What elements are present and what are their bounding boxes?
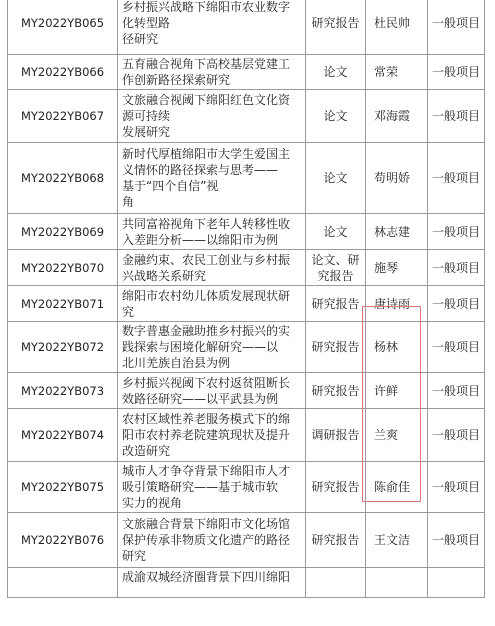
cell-author: 王文洁 xyxy=(366,513,428,568)
table-row xyxy=(8,214,485,250)
cell-code: MY2022YB073 xyxy=(8,373,118,409)
cell-title: 五育融合视角下高校基层党建工 作创新路径探索研究 xyxy=(118,55,306,90)
cell-level: 一般项目 xyxy=(428,322,485,373)
cell-title: 文旅融合视阈下绵阳红色文化资 源可持续 发展研究 xyxy=(118,90,306,143)
cell-author: 施琴 xyxy=(366,250,428,286)
table-row xyxy=(8,513,485,568)
cell-type: 研究报告 xyxy=(306,0,366,55)
table-row xyxy=(8,322,485,373)
cell-level: 一般项目 xyxy=(428,90,485,143)
cell-title: 绵阳市农村幼儿体质发展现状研 究 xyxy=(118,286,306,322)
cell-code: MY2022YB074 xyxy=(8,409,118,462)
cell-title: 农村区域性养老服务模式下的绵 阳市农村养老院建筑现状及提升 改造研究 xyxy=(118,409,306,462)
table-row xyxy=(8,286,485,322)
cell-author: 许鲜 xyxy=(366,373,428,409)
cell-title: 数字普惠金融助推乡村振兴的实 践探索与困境化解研究——以 北川羌族自治县为例 xyxy=(118,322,306,373)
cell-type: 研究报告 xyxy=(306,462,366,513)
cell-author xyxy=(366,568,428,598)
cell-level: 一般项目 xyxy=(428,250,485,286)
cell-code: MY2022YB068 xyxy=(8,143,118,214)
cell-level: 一般项目 xyxy=(428,409,485,462)
cell-code: MY2022YB075 xyxy=(8,462,118,513)
table-row xyxy=(8,409,485,462)
cell-author: 兰爽 xyxy=(366,409,428,462)
cell-title: 金融约束、农民工创业与乡村振 兴战略关系研究 xyxy=(118,250,306,286)
cell-author: 邓海霞 xyxy=(366,90,428,143)
cell-author: 杨林 xyxy=(366,322,428,373)
cell-title: 新时代厚植绵阳市大学生爱国主 义情怀的路径探索与思考—— 基于“四个自信”视 角 xyxy=(118,143,306,214)
cell-author: 陈俞佳 xyxy=(366,462,428,513)
table-row xyxy=(8,568,485,598)
cell-level: 一般项目 xyxy=(428,55,485,90)
cell-type: 论文 xyxy=(306,143,366,214)
cell-title: 乡村振兴视阈下农村返贫阻断长 效路径研究——以平武县为例 xyxy=(118,373,306,409)
cell-title: 文旅融合背景下绵阳市文化场馆 保护传承非物质文化遗产的路径 研究 xyxy=(118,513,306,568)
cell-level: 一般项目 xyxy=(428,214,485,250)
cell-type: 论文 xyxy=(306,55,366,90)
cell-level: 一般项目 xyxy=(428,513,485,568)
project-table xyxy=(7,0,485,598)
cell-type: 论文 xyxy=(306,90,366,143)
cell-author: 林志建 xyxy=(366,214,428,250)
cell-type: 研究报告 xyxy=(306,286,366,322)
table-row xyxy=(8,0,485,55)
project-table-wrapper xyxy=(7,0,485,598)
cell-author: 唐诗雨 xyxy=(366,286,428,322)
table-row xyxy=(8,462,485,513)
cell-type xyxy=(306,568,366,598)
table-row xyxy=(8,143,485,214)
cell-title: 共同富裕视角下老年人转移性收 入差距分析——以绵阳市为例 xyxy=(118,214,306,250)
cell-type: 研究报告 xyxy=(306,322,366,373)
cell-code: MY2022YB072 xyxy=(8,322,118,373)
table-row xyxy=(8,373,485,409)
cell-code xyxy=(8,568,118,598)
cell-title: 城市人才争夺背景下绵阳市人才 吸引策略研究——基于城市软 实力的视角 xyxy=(118,462,306,513)
cell-code: MY2022YB071 xyxy=(8,286,118,322)
cell-code: MY2022YB070 xyxy=(8,250,118,286)
cell-level: 一般项目 xyxy=(428,373,485,409)
table-row xyxy=(8,90,485,143)
cell-author: 杜民帅 xyxy=(366,0,428,55)
cell-type: 研究报告 xyxy=(306,513,366,568)
table-row xyxy=(8,55,485,90)
cell-level: 一般项目 xyxy=(428,143,485,214)
cell-author: 常荣 xyxy=(366,55,428,90)
cell-code: MY2022YB065 xyxy=(8,0,118,55)
cell-code: MY2022YB066 xyxy=(8,55,118,90)
project-table-body xyxy=(8,0,485,598)
cell-title: 乡村振兴战略下绵阳市农业数字 化转型路 径研究 xyxy=(118,0,306,55)
cell-type: 调研报告 xyxy=(306,409,366,462)
cell-level: 一般项目 xyxy=(428,286,485,322)
cell-type: 论文 xyxy=(306,214,366,250)
table-row xyxy=(8,250,485,286)
cell-type: 论文、研 究报告 xyxy=(306,250,366,286)
cell-code: MY2022YB076 xyxy=(8,513,118,568)
cell-level xyxy=(428,568,485,598)
cell-level: 一般项目 xyxy=(428,462,485,513)
cell-level: 一般项目 xyxy=(428,0,485,55)
cell-author: 苟明娇 xyxy=(366,143,428,214)
cell-title: 成渝双城经济圈背景下四川绵阳 xyxy=(118,568,306,598)
cell-code: MY2022YB069 xyxy=(8,214,118,250)
cell-code: MY2022YB067 xyxy=(8,90,118,143)
cell-type: 研究报告 xyxy=(306,373,366,409)
